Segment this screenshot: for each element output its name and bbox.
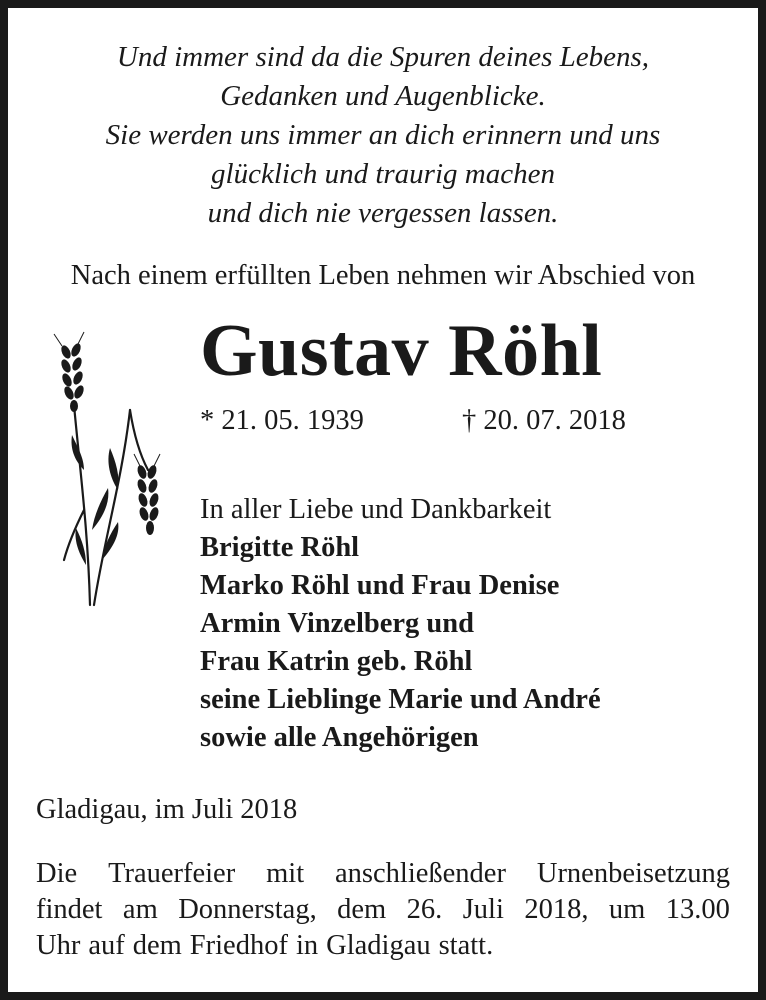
mourner-name: Marko Röhl und Frau Denise [200,570,560,601]
service-word: um [608,894,646,925]
death-notice [8,8,758,992]
service-word: am [122,894,158,925]
birth-date: * 21. 05. 1939 [200,405,364,436]
mourner-name: Armin Vinzelberg und [200,608,474,639]
service-word: dem [132,930,182,961]
death-date: † 20. 07. 2018 [462,405,626,436]
service-word: anschließender [335,858,506,889]
poem [8,38,758,233]
mourners [200,491,601,757]
service-word: Juli [462,894,504,925]
service-word: Trauerfeier [108,858,236,889]
service-word: Die [36,858,78,889]
mourner-name: seine Lieblinge Marie und André [200,684,601,715]
service-word: Donnerstag, [178,894,317,925]
service-word: in [295,930,319,961]
poem-line: und dich nie vergessen lassen. [207,197,559,229]
mourner-name: sowie alle Angehörigen [200,722,479,753]
service-word: Gladigau [326,930,431,961]
place-and-date: Gladigau, im Juli 2018 [36,794,298,825]
service-word: Uhr [36,930,81,961]
service-line [36,856,730,892]
mourner-name: Brigitte Röhl [200,532,360,563]
service-word: dem [337,894,387,925]
poem-line: Sie werden uns immer an dich erinnern und uns [105,119,661,151]
life-dates [200,403,626,439]
deceased-name: Gustav Röhl [200,310,603,392]
funeral-service-info [36,856,730,964]
poem-line: Und immer sind da die Spuren deines Lebens, [116,41,650,73]
poem-line: Gedanken und Augenblicke. [220,80,546,112]
service-word: 2018, [524,894,589,925]
mourners-intro: In aller Liebe und Dankbarkeit [200,494,552,525]
service-word: auf [88,930,125,961]
service-line [36,928,730,964]
wheat-ears-icon [44,330,164,610]
service-word: Friedhof [189,930,288,961]
service-line [36,892,730,928]
farewell-intro: Nach einem erfüllten Leben nehmen wir Abschied von [70,260,696,291]
service-word: mit [266,858,305,889]
service-word: findet [36,894,103,925]
mourner-name: Frau Katrin geb. Röhl [200,646,473,677]
service-word: statt. [438,930,494,961]
service-word: Urnenbeisetzung [536,858,730,889]
service-word: 13.00 [665,894,730,925]
service-word: 26. [406,894,443,925]
poem-line: glücklich und traurig machen [211,158,555,190]
